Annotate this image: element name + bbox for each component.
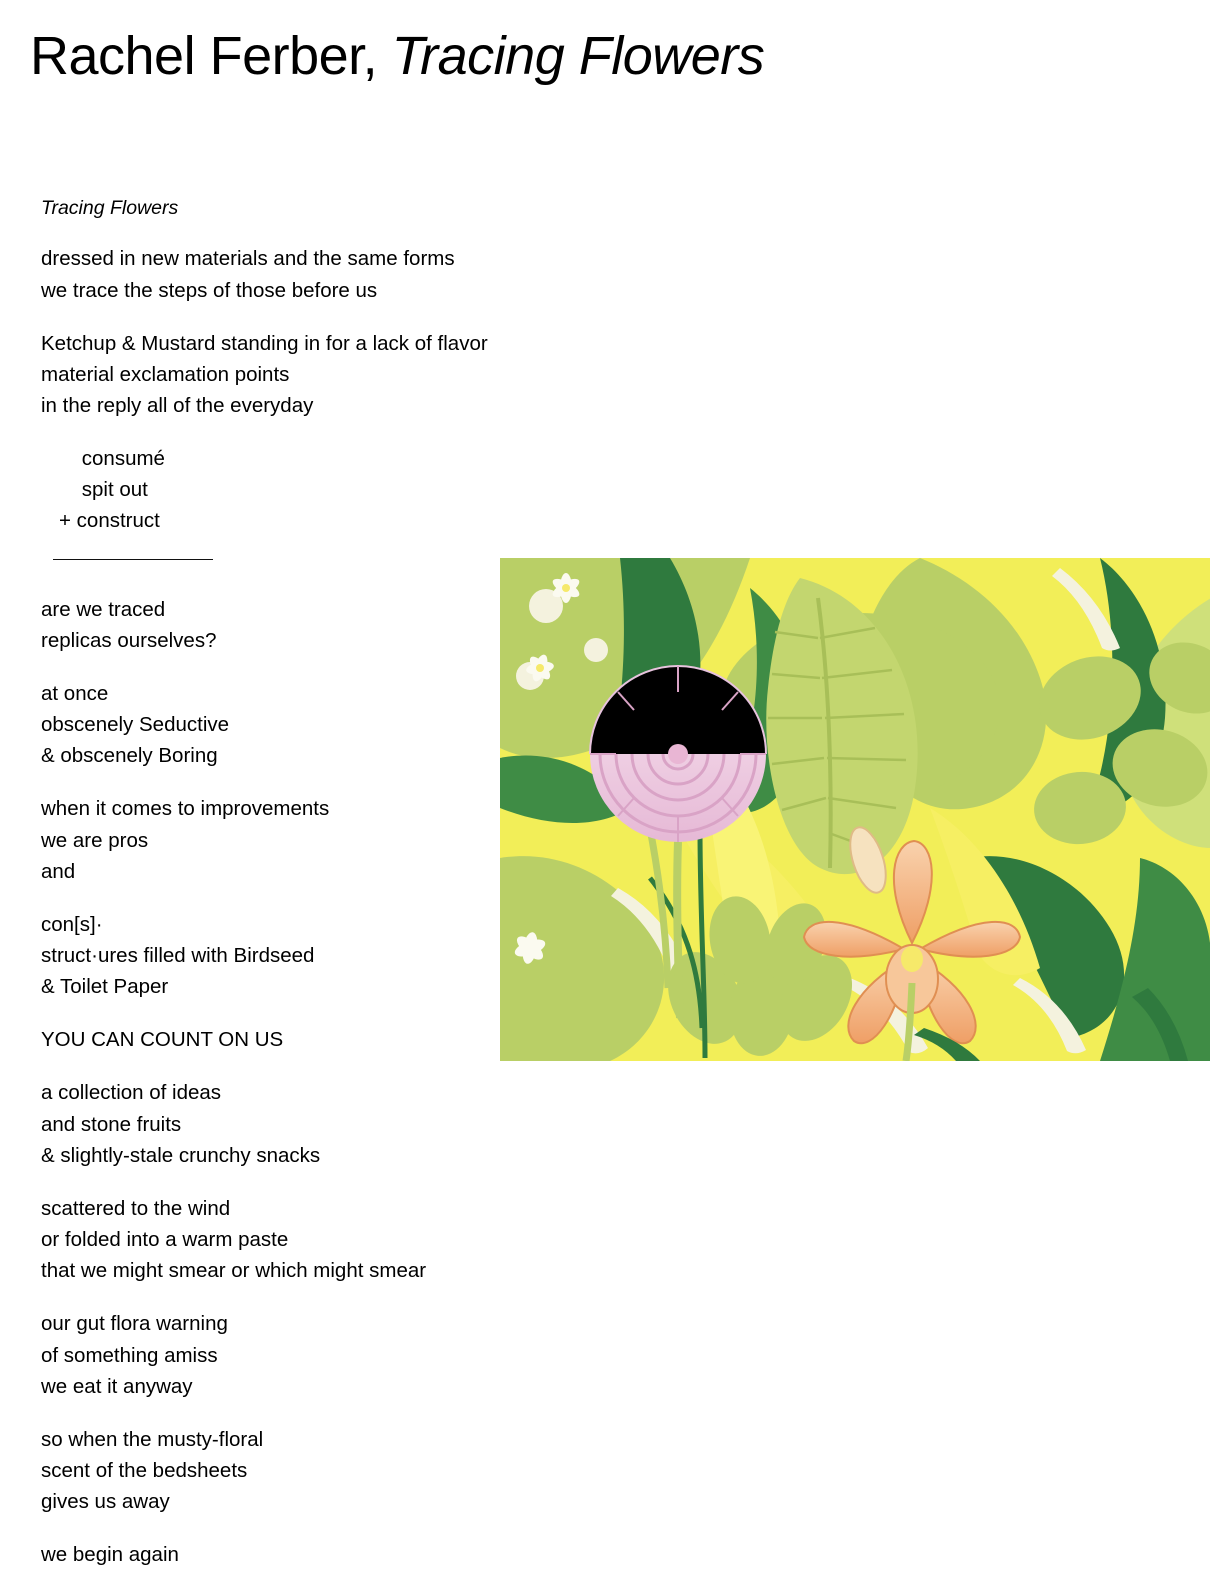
poem-line: & slightly-stale crunchy snacks — [41, 1143, 321, 1167]
poem-stanza — [41, 1193, 481, 1286]
floral-fabric-illustration — [500, 558, 1210, 1061]
poem-line: spit out — [59, 478, 148, 502]
poem-line: scent of the bedsheets — [41, 1459, 248, 1483]
poem-line: & Toilet Paper — [41, 975, 169, 999]
poem-line: consumé — [59, 447, 165, 471]
poem-line: and — [41, 859, 76, 883]
poem-line: are we traced — [41, 597, 166, 621]
poem-stanza — [41, 328, 488, 421]
poem-line: struct·ures filled with Birdseed — [41, 944, 315, 967]
poem-line: we are pros — [41, 828, 149, 852]
poem-line: + construct — [59, 509, 160, 533]
poem-title: Tracing Flowers — [41, 197, 179, 219]
poem-line: so when the musty-floral — [41, 1427, 264, 1451]
poem-stanza — [41, 1539, 481, 1570]
page-title-author: Rachel Ferber, — [30, 26, 392, 86]
poem-stanza — [41, 909, 481, 1002]
poem-body — [41, 196, 488, 1593]
poem-line: our gut flora warning — [41, 1312, 228, 1336]
poem-stanza — [41, 678, 481, 771]
horizontal-rule — [53, 559, 213, 560]
poem-line: we begin again — [41, 1543, 179, 1567]
poem-line: gives us away — [41, 1490, 170, 1514]
poem-stanza — [41, 594, 481, 656]
poem-line: and stone fruits — [41, 1112, 182, 1136]
poem-line: we eat it anyway — [41, 1374, 193, 1398]
poem-line: Ketchup & Mustard standing in for a lack of flavor — [41, 331, 488, 355]
page-title-work: Tracing Flowers — [391, 26, 765, 86]
poem-line: when it comes to improvements — [41, 797, 330, 821]
poem-line: obscenely Seductive — [41, 713, 230, 737]
poem-line: that we might smear or which might smear — [41, 1259, 427, 1283]
poem-line: in the reply all of the everyday — [41, 393, 314, 417]
poem-stanza — [41, 793, 481, 886]
poem-line: replicas ourselves? — [41, 628, 217, 652]
poem-line: of something amiss — [41, 1343, 218, 1367]
poem-line: a collection of ideas — [41, 1081, 222, 1105]
poem-line: dressed in new materials and the same forms — [41, 247, 455, 271]
poem-stanza — [41, 243, 481, 305]
poem-line: material exclamation points — [41, 362, 290, 386]
poem-stanza — [41, 1024, 481, 1055]
poem-line: & obscenely Boring — [41, 744, 218, 768]
poem-stanza — [41, 1308, 481, 1401]
poem-stanza — [59, 443, 481, 536]
poem-line: at once — [41, 681, 109, 705]
poem-line: scattered to the wind — [41, 1196, 231, 1220]
floral-fabric-image — [500, 558, 1210, 1061]
poem-stanza — [41, 1077, 481, 1170]
page-title — [30, 26, 764, 86]
poem-line: YOU CAN COUNT ON US — [41, 1028, 284, 1052]
poem-stanza — [41, 1424, 481, 1517]
poem-line: con[s]· — [41, 912, 103, 936]
poem-line: or folded into a warm paste — [41, 1228, 289, 1252]
poem-line: we trace the steps of those before us — [41, 278, 378, 302]
